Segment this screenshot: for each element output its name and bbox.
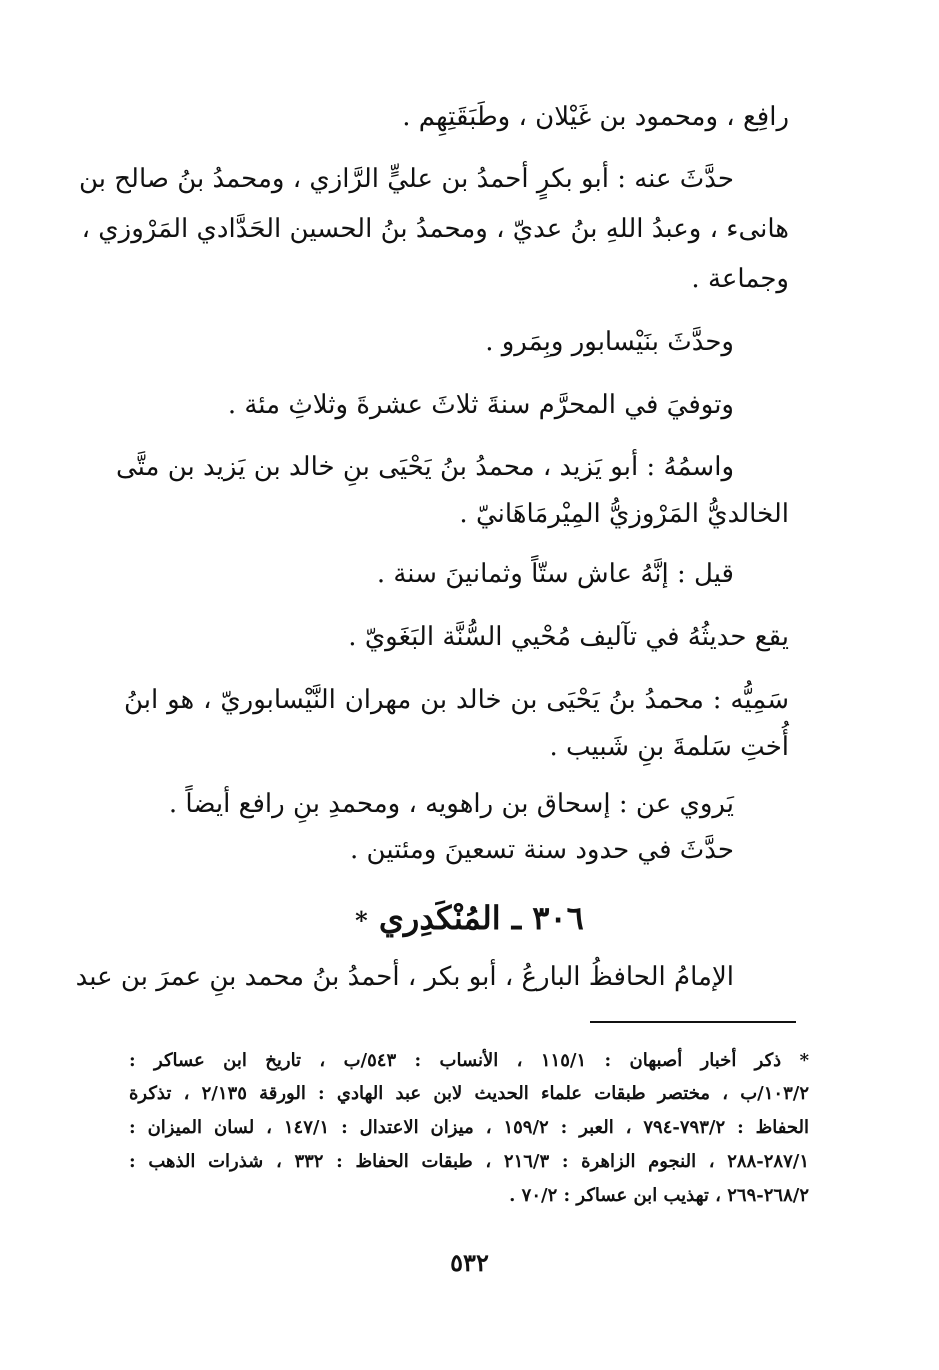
- footnote-line: ١٠٣/٢/ب ، مختصر طبقات علماء الحديث لابن عبد الهادي : الورقة ٢/١٣٥ ، تذكرة: [129, 1083, 809, 1104]
- footnote-line: * ذكر أخبار أصبهان : ١١٥/١ ، الأنساب : ٥٤٣/ب ، تاريخ ابن عساكر :: [129, 1050, 809, 1071]
- footnote-line: ٢٦٨/٢-٢٦٩ ، تهذيب ابن عساكر : ٧٠/٢ .: [509, 1185, 809, 1206]
- footnote-separator: [590, 1021, 796, 1023]
- text-line: رافِع ، ومحمود بن غَيْلان ، وطَبَقَتِهِم .: [402, 102, 789, 132]
- text-line: يقع حديثُهُ في تآليف مُحْيي السُّنَّة البَغَويّ .: [348, 622, 789, 652]
- text-line: الإمامُ الحافظُ البارعُ ، أبو بكر ، أحمدُ بنُ محمد بنِ عمرَ بن عبد: [75, 962, 734, 992]
- page-number: ٥٣٢: [450, 1248, 489, 1277]
- text-line: حدَّثَ عنه : أبو بكرٍ أحمدُ بن عليٍّ الرَّازي ، ومحمدُ بنُ صالح بن: [78, 164, 734, 194]
- footnote-line: ٢٨٧/١-٢٨٨ ، النجوم الزاهرة : ٢١٦/٣ ، طبقات الحفاظ : ٣٣٢ ، شذرات الذهب :: [129, 1151, 810, 1172]
- text-line: قيل : إنَّهُ عاش ستّاً وثمانينَ سنة .: [376, 559, 734, 589]
- entry-title: ٣٠٦ ـ المُنْكَدِري: [378, 899, 584, 937]
- text-line: حدَّثَ في حدود سنة تسعينَ ومئتين .: [350, 835, 734, 865]
- footnote-line: الحفاظ : ٧٩٣/٢-٧٩٤ ، العبر : ١٥٩/٢ ، ميزان الاعتدال : ١٤٧/١ ، لسان الميزان :: [129, 1117, 809, 1138]
- text-line: وجماعة .: [691, 264, 789, 294]
- text-line: أُختِ سَلمةَ بنِ شَبيب .: [549, 732, 789, 762]
- entry-heading: [0, 898, 939, 941]
- text-line: وحدَّثَ بنَيْسابور وبِمَرو .: [485, 327, 734, 357]
- text-line: سَمِيُّه : محمدُ بنُ يَحْيَى بن خالد بن مهران النَّيْسابوريّ ، هو ابنُ: [124, 685, 789, 715]
- text-line: هانىء ، وعبدُ اللهِ بنُ عديّ ، ومحمدُ بنُ الحسين الحَدَّادي المَرْوزي ،: [81, 214, 789, 244]
- text-line: يَروي عن : إسحاق بن راهويه ، ومحمدِ بنِ رافع أيضاً .: [168, 789, 734, 819]
- text-line: الخالديُّ المَرْوزيُّ المِيْرمَاهَانيّ .: [459, 499, 789, 529]
- footnote-marker: *: [355, 906, 368, 935]
- text-line: وتوفيَ في المحرَّم سنةَ ثلاثَ عشرةَ وثلاثِ مئة .: [227, 390, 734, 420]
- text-line: واسمُهُ : أبو يَزيد ، محمدُ بنُ يَحْيَى بنِ خالد بن يَزيد بن متَّى: [116, 452, 734, 482]
